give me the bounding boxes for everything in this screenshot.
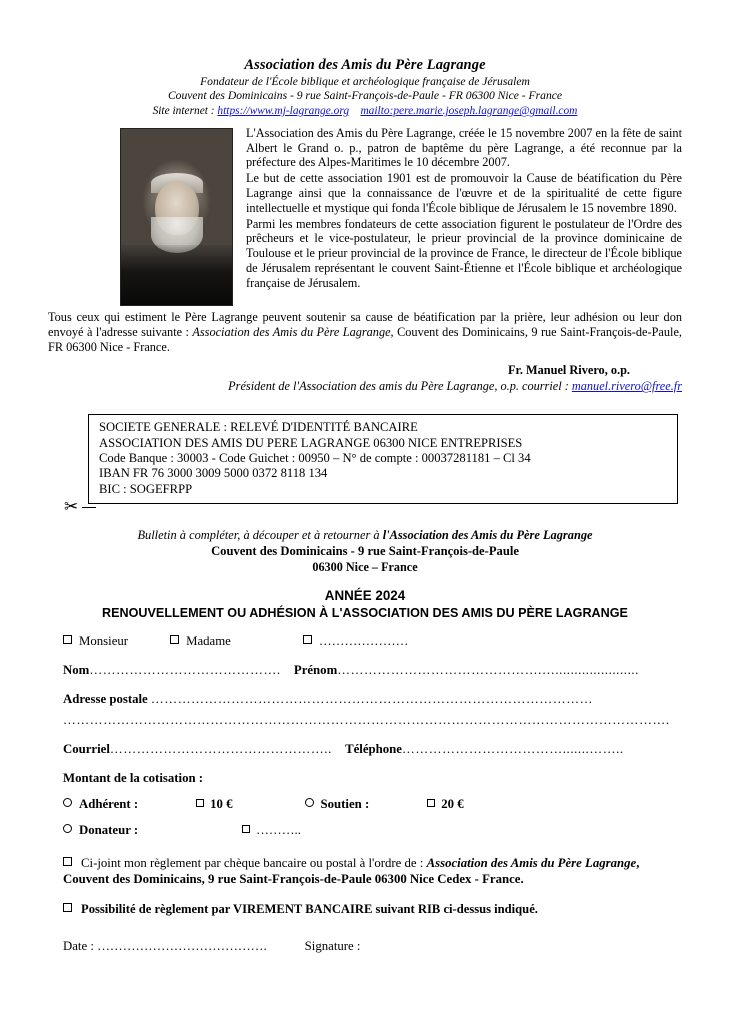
label-autre-dots: ………………… xyxy=(318,633,409,648)
association-subtitle: Fondateur de l'École biblique et archéologique française de Jérusalem xyxy=(200,74,530,88)
cheque-association-name: Association des Amis du Père Lagrange xyxy=(426,855,637,870)
checkbox-donateur-amount[interactable] xyxy=(242,825,250,833)
radio-adherent[interactable] xyxy=(63,798,72,807)
bulletin-instruction-a: Bulletin à compléter, à découper et à retourner à xyxy=(137,527,383,542)
donateur-row xyxy=(63,823,682,838)
paragraph-4 xyxy=(48,310,682,355)
checkbox-monsieur[interactable] xyxy=(63,635,72,644)
signature-role xyxy=(48,379,682,394)
label-soutien: Soutien : xyxy=(320,796,370,811)
amount-adherent: 10 € xyxy=(210,796,233,811)
checkbox-adherent-amount[interactable] xyxy=(196,799,204,807)
rib-line-5: BIC : SOGEFRPP xyxy=(99,481,193,496)
paragraph-4-c: Couvent des Dominicains, 9 rue Saint-François-de-Paule, FR 06300 Nice - France. xyxy=(48,324,682,354)
signature-field[interactable]: Signature : xyxy=(304,938,361,953)
adresse-row xyxy=(63,692,682,707)
telephone-input-dots[interactable]: ……………………………….......…….. xyxy=(401,741,624,756)
radio-soutien[interactable] xyxy=(305,798,314,807)
portrait-photo xyxy=(120,128,233,306)
cheque-paragraph xyxy=(63,856,682,888)
association-address: Couvent des Dominicains - 9 rue Saint-François-de-Paule - FR 06300 Nice - France xyxy=(167,89,563,103)
title-row xyxy=(63,634,682,649)
paragraph-1: L'Association des Amis du Père Lagrange, créée le 15 novembre 2007 en la fête de saint Albert le Grand o. p., patron de baptême du père Lagrange, a été reconnue par la préfecture des Alpes-Maritimes le 10 décembre 2007. xyxy=(246,125,682,170)
membership-form xyxy=(48,634,682,954)
rib-line-1: SOCIETE GENERALE : RELEVÉ D'IDENTITÉ BANCAIRE xyxy=(99,420,418,435)
label-telephone: Téléphone xyxy=(345,741,402,756)
scissors-icon: ✂ xyxy=(64,496,79,516)
cut-dash xyxy=(82,507,96,508)
rib-line-2: ASSOCIATION DES AMIS DU PERE LAGRANGE 06300 NICE ENTREPRISES xyxy=(99,435,523,450)
date-signature-row xyxy=(63,939,682,954)
adresse-row-2 xyxy=(63,713,682,728)
adherent-row xyxy=(63,797,682,812)
checkbox-cheque[interactable] xyxy=(63,857,72,866)
prenom-input-dots[interactable]: ……………………………………….…...................... xyxy=(337,662,639,677)
label-prenom: Prénom xyxy=(293,662,338,677)
label-adresse: Adresse postale xyxy=(63,691,148,706)
checkbox-autre[interactable] xyxy=(303,635,312,644)
year-heading: ANNÉE 2024 xyxy=(324,587,406,603)
cheque-text-a: Ci-joint mon règlement par chèque bancaire ou postal à l'ordre de : xyxy=(81,855,427,870)
site-label: Site internet : xyxy=(152,105,218,118)
bulletin-address-1: Couvent des Dominicains - 9 rue Saint-François-de-Paule xyxy=(211,543,519,558)
label-madame: Madame xyxy=(186,633,231,648)
rib-line-4: IBAN FR 76 3000 3009 5000 0372 8118 134 xyxy=(99,466,328,481)
adresse-input-dots-2[interactable]: ………………………………………………………………………………………………………………………. xyxy=(63,712,670,727)
label-donateur: Donateur : xyxy=(79,822,139,837)
checkbox-madame[interactable] xyxy=(170,635,179,644)
paragraph-2: Le but de cette association 1901 est de promouvoir la Cause de béatification du Père Lagrange ainsi que la connaissance de l'œuvre et de la spiritualité de cette figure intellectuelle et mystique qui fonda l'École biblique de Jérusalem le 15 novembre 1890. xyxy=(246,171,682,215)
label-courriel: Courriel xyxy=(63,741,110,756)
rib-line-3: Code Banque : 30003 - Code Guichet : 00950 – N° de compte : 00037281181 – Cl 34 xyxy=(99,451,531,466)
bulletin-address-2: 06300 Nice – France xyxy=(312,559,418,574)
paragraph-4-a: Tous ceux qui estiment le Père Lagrange peuvent soutenir sa cause de béatification par la prière, leur adhésion ou leur don envoyé à l'adresse suivante : xyxy=(48,309,682,339)
president-email-link[interactable]: manuel.rivero@free.fr xyxy=(571,379,682,394)
courriel-input-dots[interactable]: ………………………………………….. xyxy=(109,741,332,756)
email-mailto-link[interactable]: mailto:pere.marie.joseph.lagrange@gmail.com xyxy=(360,105,578,118)
checkbox-soutien-amount[interactable] xyxy=(427,799,435,807)
bulletin-instruction-b: l'Association des Amis du Père Lagrange xyxy=(382,527,593,542)
virement-paragraph xyxy=(63,902,682,917)
paragraph-4-association-name: Association des Amis du Père Lagrange, xyxy=(192,324,394,339)
paragraph-3: Parmi les membres fondateurs de cette association figurent le postulateur de l'Ordre des prêcheurs et le vice-postulateur, le prieur provincial de la province dominicaine de Toulouse et le prieur provincial de la province de France, le directeur de l'École biblique de Jérusalem représentant le couvent Saint-Étienne et l'École biblique et archéologique française de Jérusalem. xyxy=(246,216,682,290)
cut-line xyxy=(48,496,682,522)
courriel-telephone-row xyxy=(63,742,682,757)
nom-prenom-row xyxy=(63,663,682,678)
label-adherent: Adhérent : xyxy=(79,796,139,811)
intro-section xyxy=(48,126,682,395)
date-field[interactable]: Date : …………………………………. xyxy=(63,938,267,953)
checkbox-virement[interactable] xyxy=(63,903,72,912)
adresse-input-dots[interactable]: ……………………………………………………………………………………… xyxy=(150,691,594,706)
label-montant: Montant de la cotisation : xyxy=(63,770,204,785)
amount-donateur-dots[interactable]: ……….. xyxy=(256,822,301,837)
portrait-habit xyxy=(121,245,232,305)
signature-role-text: Président de l'Association des amis du Père Lagrange, o.p. courriel : xyxy=(228,379,572,394)
virement-text: Possibilité de règlement par VIREMENT BANCAIRE suivant RIB ci-dessus indiqué. xyxy=(81,901,538,916)
label-nom: Nom xyxy=(63,662,90,677)
rib-box xyxy=(88,414,678,503)
letterhead xyxy=(48,56,682,119)
bulletin-instruction xyxy=(48,528,682,543)
signature-name: Fr. Manuel Rivero, o.p. xyxy=(508,363,630,378)
association-links xyxy=(48,104,682,119)
renewal-heading: RENOUVELLEMENT OU ADHÉSION À L'ASSOCIATION DES AMIS DU PÈRE LAGRANGE xyxy=(102,605,628,620)
nom-input-dots[interactable]: ……………………………………. xyxy=(89,662,281,677)
association-title: Association des Amis du Père Lagrange xyxy=(244,57,486,73)
website-link[interactable]: https://www.mj-lagrange.org xyxy=(217,105,350,118)
radio-donateur[interactable] xyxy=(63,824,72,833)
amount-soutien: 20 € xyxy=(441,796,464,811)
label-monsieur: Monsieur xyxy=(79,633,129,648)
cheque-text-c: , Couvent des Dominicains, 9 rue Saint-François-de-Paule 06300 Nice Cedex - France. xyxy=(63,855,640,886)
